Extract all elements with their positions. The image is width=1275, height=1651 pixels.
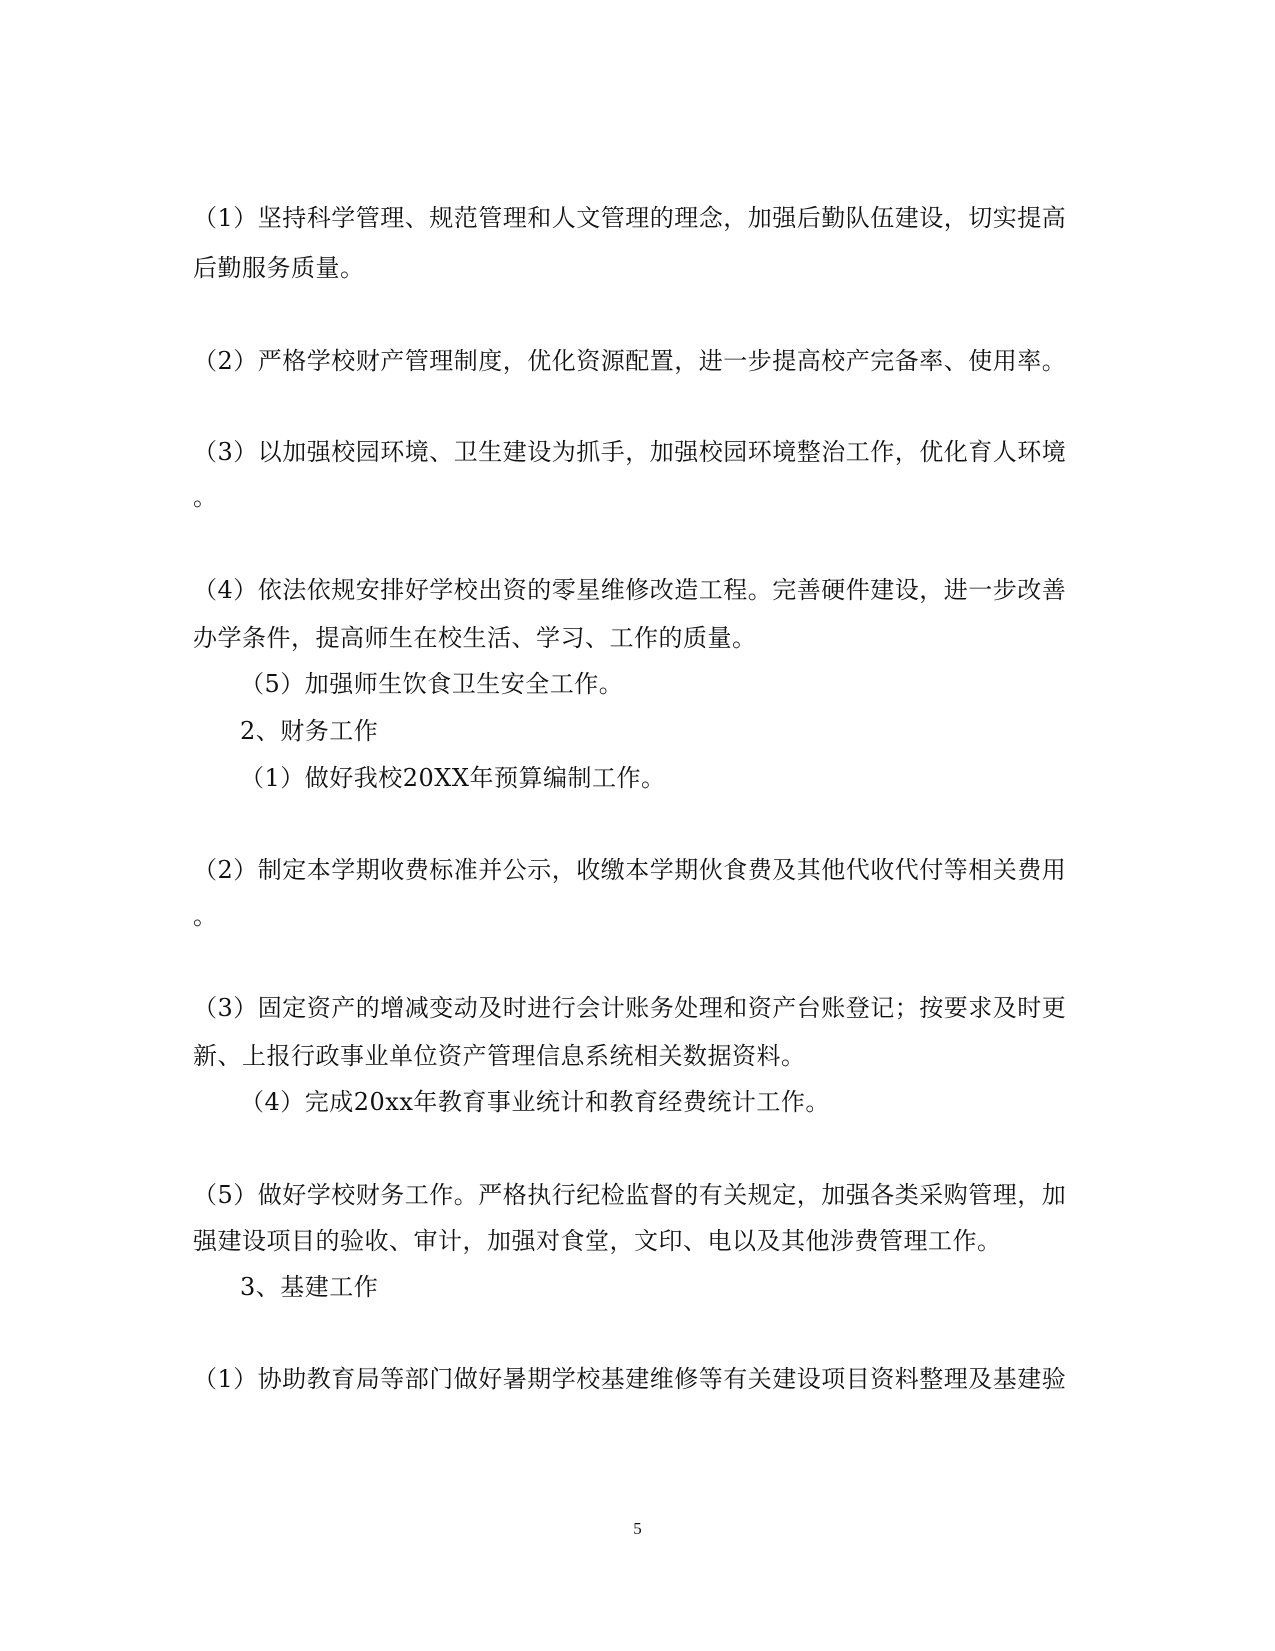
paragraph-line: 后勤服务质量。 [193,254,365,282]
section-heading: 3、基建工作 [240,1273,379,1301]
paragraph-line: （3）固定资产的增减变动及时进行会计账务处理和资产台账登记；按要求及时更 [193,994,1067,1022]
paragraph-line: （2）严格学校财产管理制度，优化资源配置，进一步提高校产完备率、使用率。 [193,347,1067,375]
paragraph-line: 强建设项目的验收、审计，加强对食堂，文印、电以及其他涉费管理工作。 [193,1227,1002,1255]
paragraph-line: （2）制定本学期收费标准并公示，收缴本学期伙食费及其他代收代付等相关费用 [193,856,1067,884]
paragraph-line: （1）做好我校20XX年预算编制工作。 [240,764,666,792]
paragraph-line: （3）以加强校园环境、卫生建设为抓手，加强校园环境整治工作，优化育人环境 [193,438,1067,466]
paragraph-line: （4）完成20xx年教育事业统计和教育经费统计工作。 [240,1088,830,1116]
paragraph-line: （1）协助教育局等部门做好暑期学校基建维修等有关建设项目资料整理及基建验 [193,1365,1067,1393]
paragraph-line: 新、上报行政事业单位资产管理信息系统相关数据资料。 [193,1042,806,1070]
paragraph-line: （5）加强师生饮食卫生安全工作。 [240,670,624,698]
page-number: 5 [633,1519,642,1538]
paragraph-line: （1）坚持科学管理、规范管理和人文管理的理念，加强后勤队伍建设，切实提高 [193,204,1067,232]
paragraph-line: （5）做好学校财务工作。严格执行纪检监督的有关规定，加强各类采购管理，加 [193,1181,1067,1209]
paragraph-line: 。 [193,483,218,511]
paragraph-line: （4）依法依规安排好学校出资的零星维修改造工程。完善硬件建设，进一步改善 [193,576,1067,604]
section-heading: 2、财务工作 [240,717,379,745]
paragraph-line: 办学条件，提高师生在校生活、学习、工作的质量。 [193,624,757,652]
paragraph-line: 。 [193,902,218,930]
